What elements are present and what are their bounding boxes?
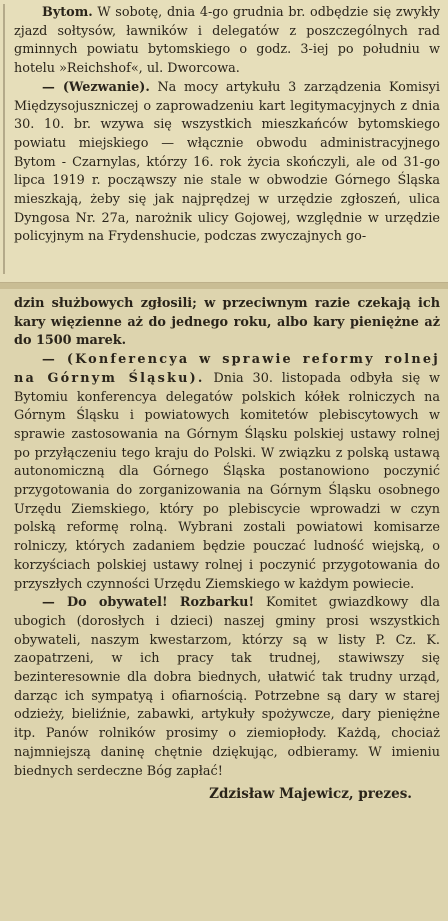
paragraph-konferencya <box>14 351 440 594</box>
paragraph-wezwanie <box>14 79 440 247</box>
clipping-edge-mark <box>3 4 5 274</box>
paragraph-rozbark <box>14 594 440 781</box>
paragraph-konferencya-text: Dnia 30. listopada odbyła się w Bytomiu konferencya delegatów polskich kółek rolniczych na Górnym Śląsku i powiatowych komitetów plebiscytowych w sprawie zastosowania na Górnym Śląsku polskiej ustawy rolnej po przyłączeniu tego kraju do Polski. W związku z polską ustawą autonomiczną dla Górnego Śląska postanowiono poczynić przygotowania do zorganizowania na Górnym Śląsku osobnego Urzędu Ziemskiego, który po plebiscycie wprowadzi w czyn polską reformę rolną. Wybrani zostali powiatowi komisarze rolniczy, których zadaniem będzie pouczać ludność wiejską, o korzyściach polskiej ustawy rolnej i poczynić przygotowania do przyszłych czynności Urzędu Ziemskiego w każdym powiecie. <box>14 370 440 592</box>
paragraph-zjazd-text: W sobotę, dnia 4-go grudnia br. odbędzie się zwykły zjazd sołtysów, ławników i delegatów z poszczególnych rad gminnych powiatu bytomskiego o godz. 3-iej po południu w hotelu »Reichshof«, ul. Dworcowa. <box>14 5 440 77</box>
paragraph-rozbark-text: Komitet gwiazdkowy dla ubogich (dorosłych i dzieci) naszej gminy prosi wszystkich obywateli, naszym kwestarzom, którzy są w listy P. Cz. K. zaopatrzeni, w ich pracy tak trudnej, stawiwszy się bezinteresownie dla dobra biednych, ułatwić tak trudny urząd, darząc ich sympatyą i ofiarnością. Potrzebne są dary w starej odzieży, bieliźnie, zabawki, artykuły spożywcze, dary pieniężne itp. Panów rolników prosimy o ziemiopłody. Każdą, chociaż najmniejszą daninę chętnie dziękując, odbieramy. W imieniu biednych serdeczne Bóg zapłać! <box>14 595 441 779</box>
paragraph-zjazd <box>14 4 440 79</box>
heading-konferencya: — (Konferencya w sprawie reformy rolnej na Górnym Śląsku). <box>14 352 440 386</box>
heading-wezwanie: — (Wezwanie). <box>42 79 150 95</box>
clipping-bottom <box>0 289 448 921</box>
heading-rozbark: — Do obywatel! Rozbarku! <box>42 595 255 611</box>
signature: Zdzisław Majewicz, prezes. <box>209 786 412 803</box>
clipping-top <box>0 0 448 283</box>
paragraph-wezwanie-continued: dzin służbowych zgłosili; w przeciwnym razie czekają ich kary więzienne aż do jednego roku, albo kary pieniężne aż do 1500 marek. <box>14 296 440 349</box>
paragraph-wezwanie-text: Na mocy artykułu 3 zarządzenia Komisyi Międzysojuszniczej o zaprowadzeniu kart legitymacyjnych z dnia 30. 10. br. wzywa się wszystkich mieszkańców bytomskiego powiatu miejskiego — włącznie obwodu administracyjnego Bytom - Czarnylas, którzy 16. rok życia skończyli, ale od 31-go lipca 1919 r. począwszy nie stale w obwodzie Górnego Śląska mieszkają, żeby się jak najprędzej w urzędzie zgłoszeń, ulica Dyngosa Nr. 27a, narożnik ulicy Gojowej, względnie w urzędzie policyjnym na Frydenshucie, podczas zwyczajnych go- <box>14 79 440 245</box>
city-lead: Bytom. <box>42 5 93 20</box>
